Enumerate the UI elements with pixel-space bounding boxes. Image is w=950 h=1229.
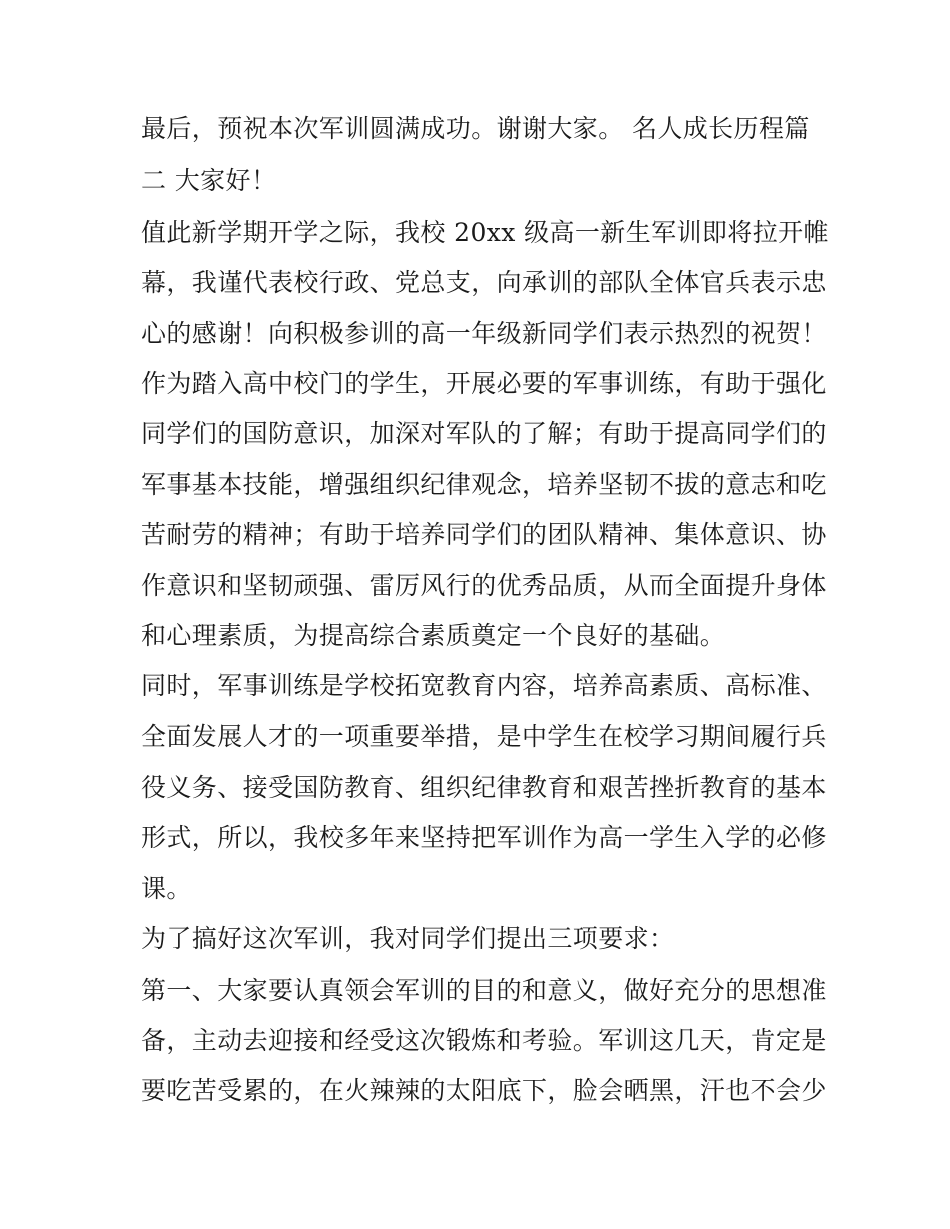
text-line: 课。	[141, 874, 192, 903]
text-line: 为了搞好这次军训，我对同学们提出三项要求：	[141, 924, 675, 953]
text-line: 作为踏入高中校门的学生，开展必要的军事训练，有助于强化	[141, 369, 827, 398]
text-line: 要吃苦受累的，在火辣辣的太阳底下，脸会晒黑，汗也不会少	[141, 1076, 827, 1105]
text-line: 第一、大家要认真领会军训的目的和意义，做好充分的思想准	[141, 976, 827, 1005]
text-line: 形式，所以，我校多年来坚持把军训作为高一学生入学的必修	[141, 823, 827, 852]
text-line: 全面发展人才的一项重要举措，是中学生在校学习期间履行兵	[141, 722, 827, 751]
text-line: 军事基本技能，增强组织纪律观念，培养坚韧不拔的意志和吃	[141, 470, 827, 499]
text-line: 备，主动去迎接和经受这次锻炼和考验。军训这几天，肯定是	[141, 1026, 827, 1055]
text-line: 幕，我谨代表校行政、党总支，向承训的部队全体官兵表示忠	[141, 268, 827, 297]
text-line: 心的感谢！向积极参训的高一年级新同学们表示热烈的祝贺！	[141, 319, 827, 348]
text-line: 和心理素质，为提高综合素质奠定一个良好的基础。	[141, 621, 726, 650]
text-line: 值此新学期开学之际，我校 20xx 级高一新生军训即将拉开帷	[141, 218, 829, 247]
text-line: 作意识和坚韧顽强、雷厉风行的优秀品质，从而全面提升身体	[141, 571, 827, 600]
text-line: 役义务、接受国防教育、组织纪律教育和艰苦挫折教育的基本	[141, 773, 827, 802]
text-line: 最后，预祝本次军训圆满成功。谢谢大家。 名人成长历程篇	[141, 114, 810, 143]
text-line: 同学们的国防意识，加深对军队的了解；有助于提高同学们的	[141, 419, 827, 448]
text-line: 二 大家好！	[141, 166, 277, 195]
text-line: 苦耐劳的精神；有助于培养同学们的团队精神、集体意识、协	[141, 520, 827, 549]
text-line: 同时，军事训练是学校拓宽教育内容，培养高素质、高标准、	[141, 671, 827, 700]
